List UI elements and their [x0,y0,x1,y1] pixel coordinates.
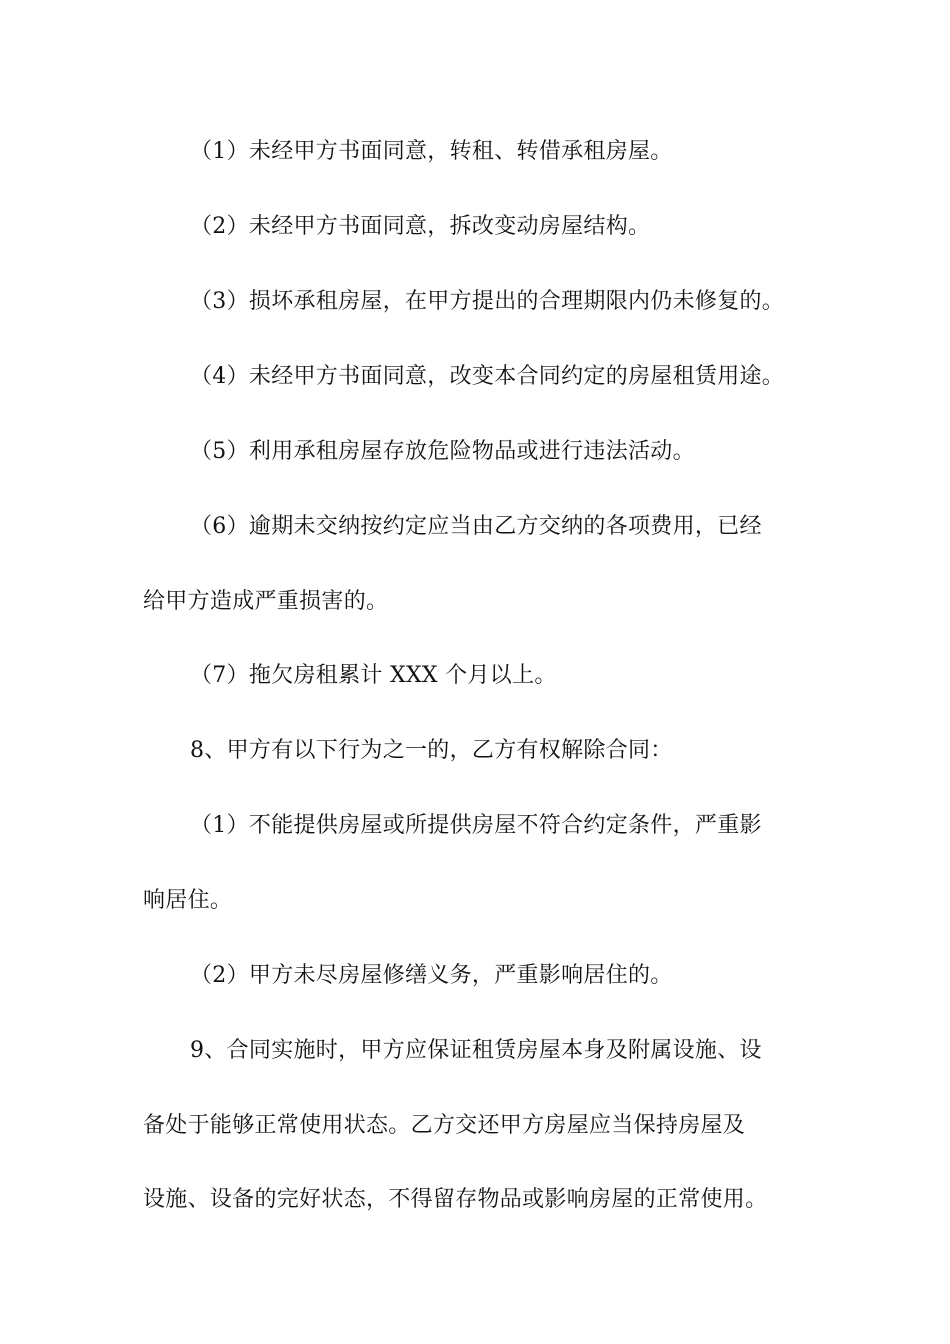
clause-7-item-1: （1）未经甲方书面同意，转租、转借承租房屋。 [190,139,673,164]
clause-7-item-2: （2）未经甲方书面同意，拆改变动房屋结构。 [190,214,651,239]
clause-8-heading: 8、甲方有以下行为之一的，乙方有权解除合同： [190,738,673,763]
clause-7-item-3: （3）损坏承租房屋，在甲方提出的合理期限内仍未修复的。 [190,289,785,314]
clause-8-item-1: （1）不能提供房屋或所提供房屋不符合约定条件，严重影 [190,813,762,838]
clause-9-line-3: 设施、设备的完好状态，不得留存物品或影响房屋的正常使用。 [143,1187,768,1212]
clause-8-item-1-continued: 响居住。 [143,888,233,913]
clause-7-item-5: （5）利用承租房屋存放危险物品或进行违法活动。 [190,439,695,464]
clause-8-item-2: （2）甲方未尽房屋修缮义务，严重影响居住的。 [190,963,673,988]
clause-7-item-6-continued: 给甲方造成严重损害的。 [143,589,389,614]
clause-7-item-7: （7）拖欠房租累计 XXX 个月以上。 [190,663,557,688]
clause-9-line-1: 9、合同实施时，甲方应保证租赁房屋本身及附属设施、设 [190,1038,762,1063]
clause-7-item-4: （4）未经甲方书面同意，改变本合同约定的房屋租赁用途。 [190,364,785,389]
clause-9-line-2: 备处于能够正常使用状态。乙方交还甲方房屋应当保持房屋及 [143,1113,746,1138]
clause-7-item-6: （6）逾期未交纳按约定应当由乙方交纳的各项费用，已经 [190,514,762,539]
